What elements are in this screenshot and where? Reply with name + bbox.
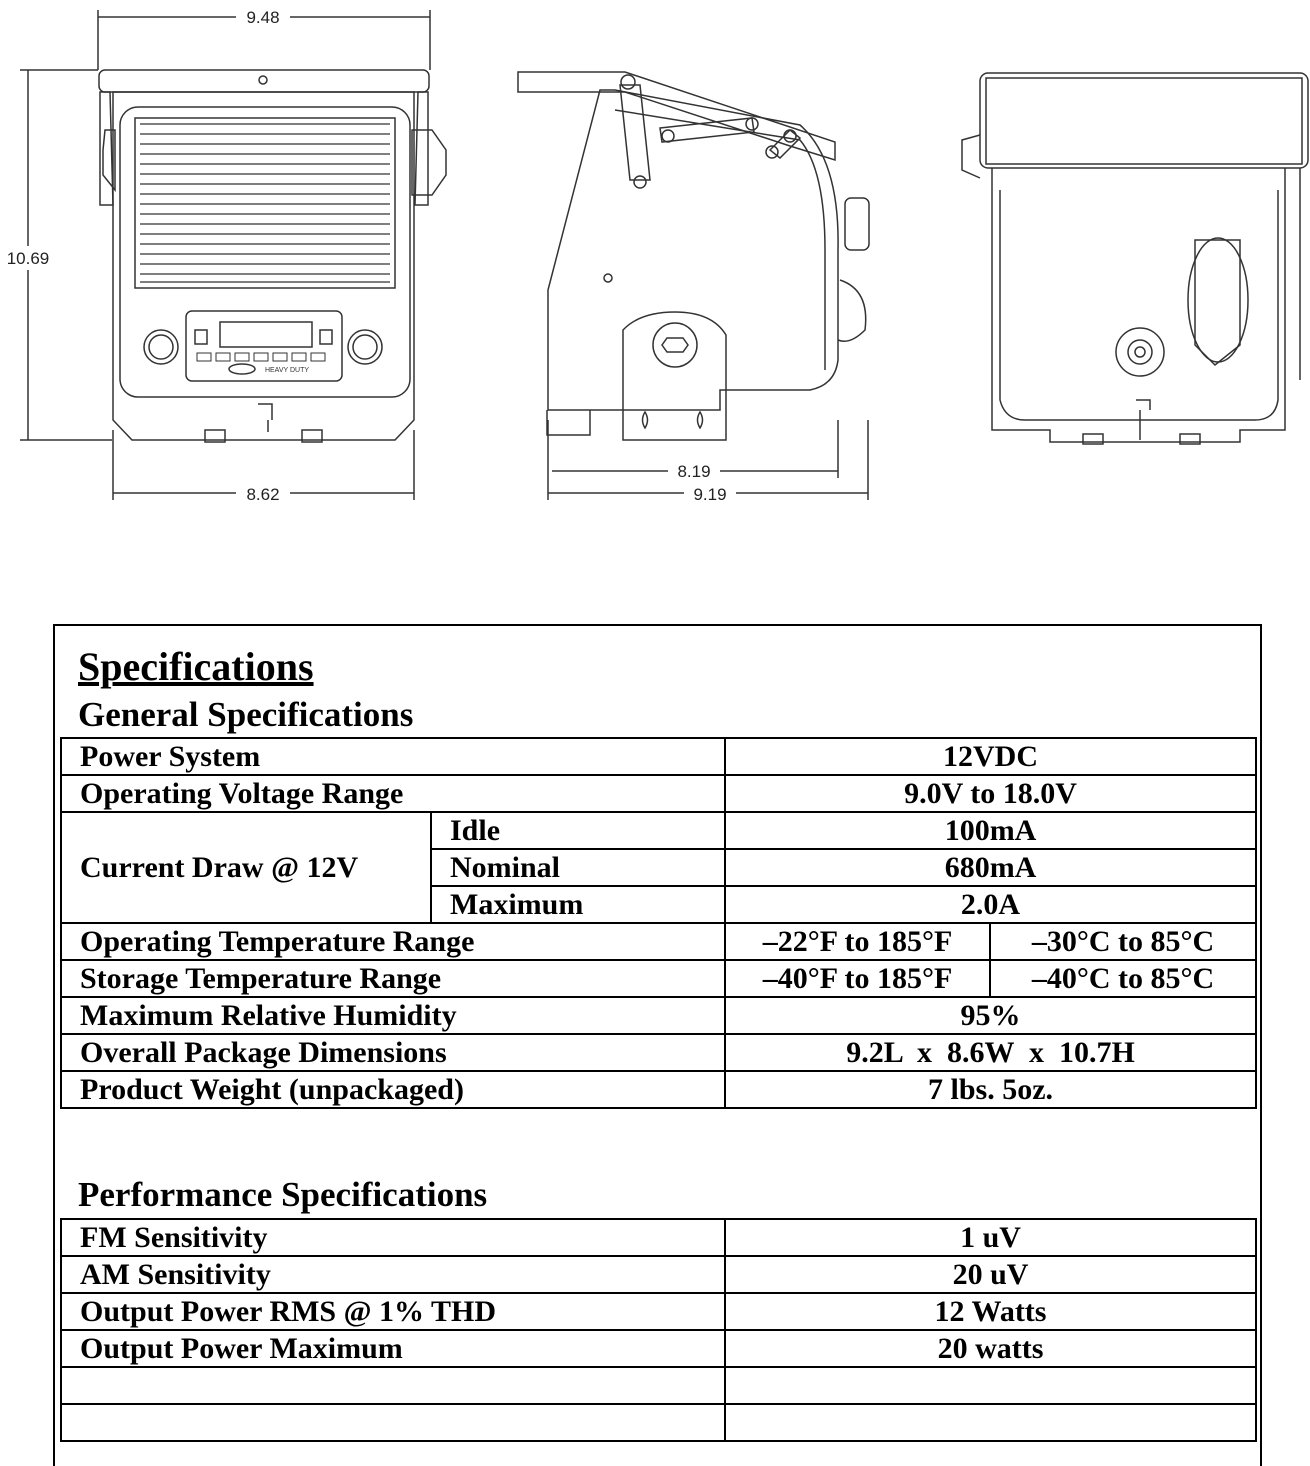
general-specifications-heading: General Specifications	[78, 695, 414, 734]
empty-cell	[61, 1367, 725, 1404]
operating-temp-celsius: –30°C to 85°C	[990, 923, 1256, 960]
storage-temp-fahrenheit: –40°F to 185°F	[725, 960, 990, 997]
output-power-rms-value: 12 Watts	[725, 1293, 1256, 1330]
current-draw-label: Current Draw @ 12V	[61, 812, 431, 923]
package-dimensions-label: Overall Package Dimensions	[61, 1034, 725, 1071]
product-weight-value: 7 lbs. 5oz.	[725, 1071, 1256, 1108]
operating-temp-label: Operating Temperature Range	[61, 923, 725, 960]
fm-sensitivity-label: FM Sensitivity	[61, 1219, 725, 1256]
output-power-rms-label: Output Power RMS @ 1% THD	[61, 1293, 725, 1330]
humidity-label: Maximum Relative Humidity	[61, 997, 725, 1034]
side-view-drawing	[518, 72, 869, 500]
package-dimensions-value: 9.2L x 8.6W x 10.7H	[725, 1034, 1256, 1071]
am-sensitivity-label: AM Sensitivity	[61, 1256, 725, 1293]
current-idle-value: 100mA	[725, 812, 1256, 849]
am-sensitivity-value: 20 uV	[725, 1256, 1256, 1293]
current-maximum-value: 2.0A	[725, 886, 1256, 923]
general-specifications-table	[60, 737, 1257, 1109]
table-row	[61, 1293, 1256, 1330]
empty-cell	[725, 1404, 1256, 1441]
table-row	[61, 1256, 1256, 1293]
performance-specifications-table	[60, 1218, 1257, 1442]
table-row-empty	[61, 1367, 1256, 1404]
table-row	[61, 1034, 1256, 1071]
fm-sensitivity-value: 1 uV	[725, 1219, 1256, 1256]
power-system-value: 12VDC	[725, 738, 1256, 775]
table-row	[61, 738, 1256, 775]
dim-front-top-width: 9.48	[246, 8, 280, 27]
output-power-max-label: Output Power Maximum	[61, 1330, 725, 1367]
table-row	[61, 923, 1256, 960]
empty-cell	[61, 1404, 725, 1441]
dim-side-depth-outer: 9.19	[693, 485, 727, 504]
dim-front-bottom-width: 8.62	[246, 485, 280, 504]
operating-temp-fahrenheit: –22°F to 185°F	[725, 923, 990, 960]
table-row	[61, 1219, 1256, 1256]
current-nominal-value: 680mA	[725, 849, 1256, 886]
current-maximum-label: Maximum	[431, 886, 725, 923]
back-view-drawing	[962, 73, 1308, 444]
dim-front-height: 10.69	[6, 249, 50, 268]
front-view-drawing	[20, 10, 446, 500]
power-system-label: Power System	[61, 738, 725, 775]
performance-specifications-heading: Performance Specifications	[78, 1175, 488, 1214]
radio-brand-text: HEAVY DUTY	[264, 367, 310, 374]
table-row	[61, 997, 1256, 1034]
table-row-empty	[61, 1404, 1256, 1441]
table-row	[61, 960, 1256, 997]
output-power-max-value: 20 watts	[725, 1330, 1256, 1367]
product-weight-label: Product Weight (unpackaged)	[61, 1071, 725, 1108]
table-row	[61, 1330, 1256, 1367]
dim-side-depth-inner: 8.19	[677, 462, 711, 481]
current-idle-label: Idle	[431, 812, 725, 849]
technical-drawings	[0, 0, 1310, 560]
specifications-title: Specifications	[78, 644, 314, 689]
current-nominal-label: Nominal	[431, 849, 725, 886]
storage-temp-celsius: –40°C to 85°C	[990, 960, 1256, 997]
humidity-value: 95%	[725, 997, 1256, 1034]
table-row	[61, 775, 1256, 812]
voltage-range-value: 9.0V to 18.0V	[725, 775, 1256, 812]
empty-cell	[725, 1367, 1256, 1404]
storage-temp-label: Storage Temperature Range	[61, 960, 725, 997]
table-row	[61, 1071, 1256, 1108]
table-row	[61, 812, 1256, 849]
voltage-range-label: Operating Voltage Range	[61, 775, 725, 812]
